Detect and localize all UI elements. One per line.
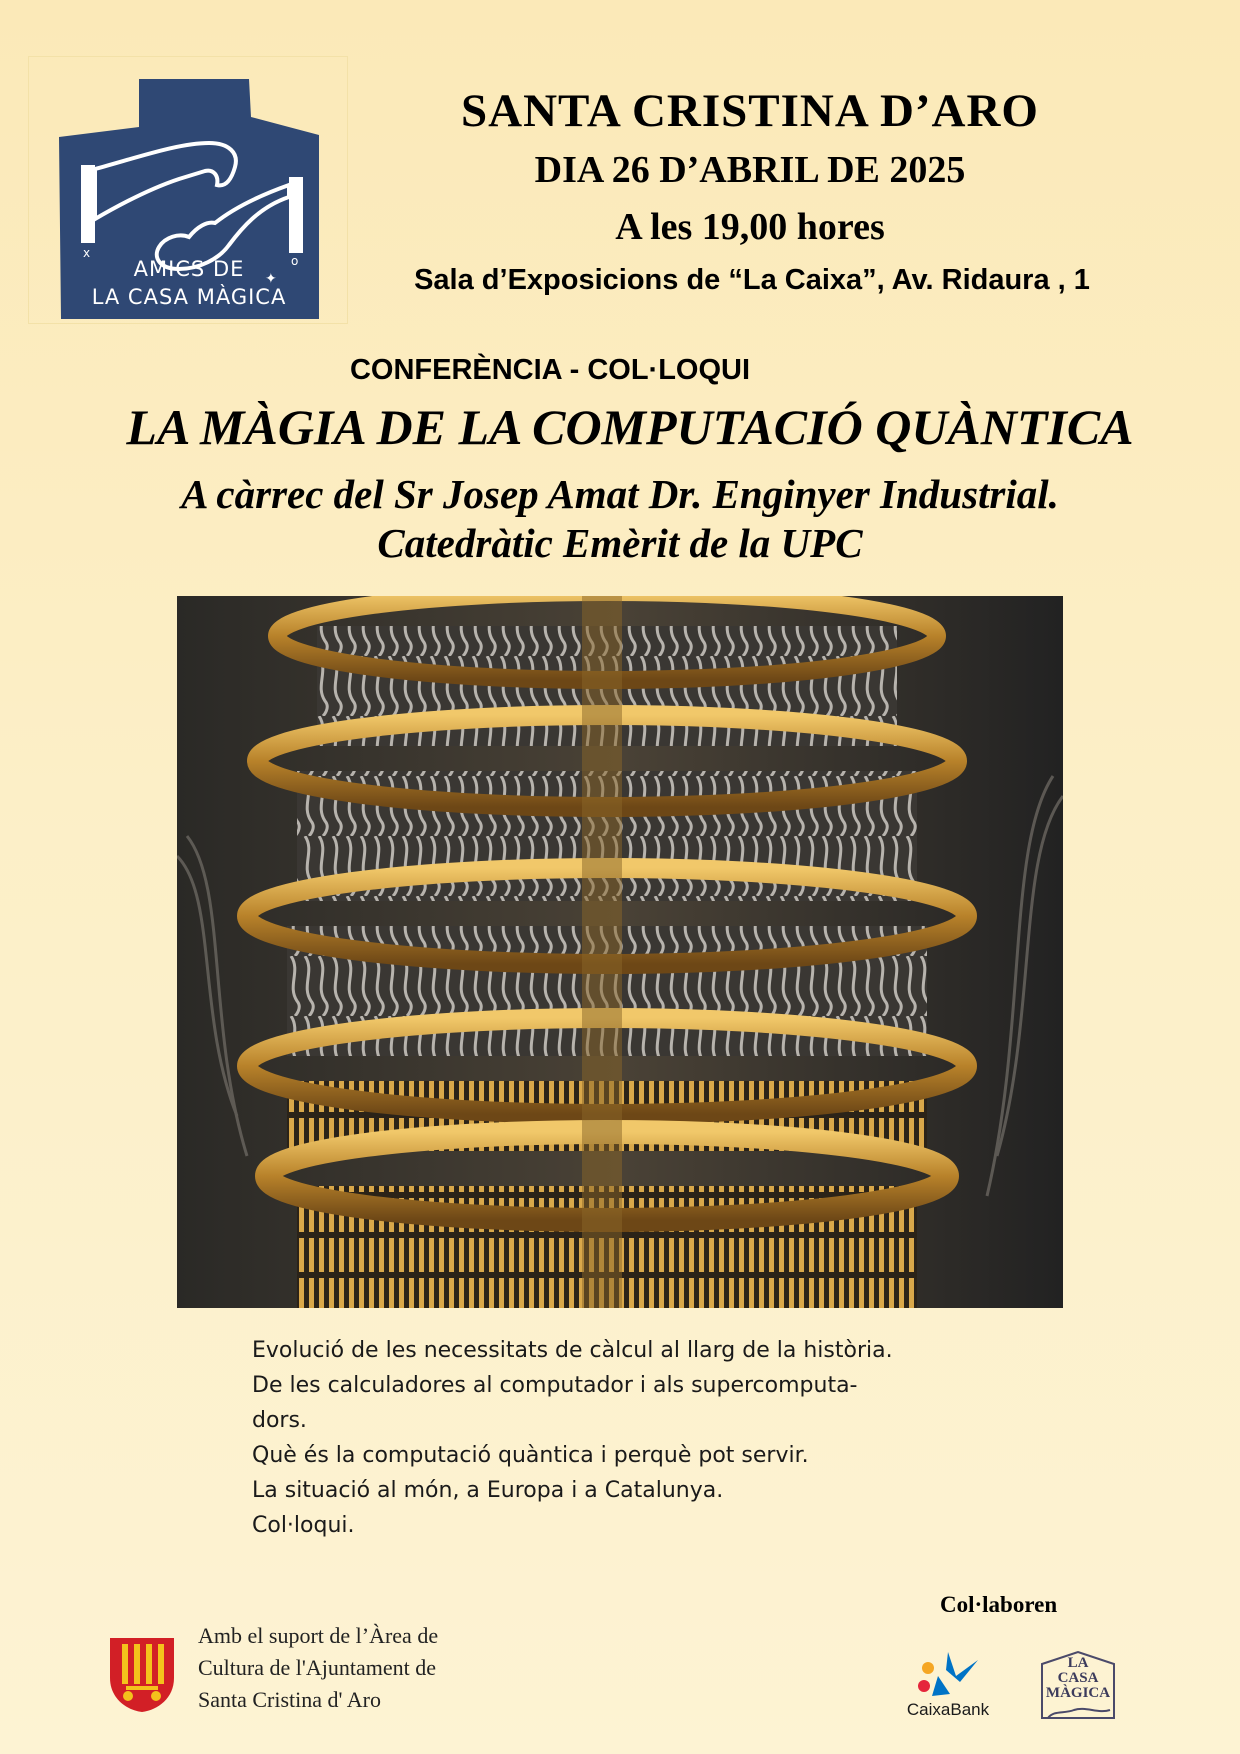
event-time: A les 19,00 hores: [615, 206, 885, 248]
topic-item: Col·loqui.: [252, 1513, 355, 1538]
topic-item: dors.: [252, 1408, 307, 1433]
casa-line: MÀGICA: [1045, 1685, 1111, 1701]
topic-item: La situació al món, a Europa i a Catalunya.: [252, 1478, 724, 1503]
support-line: Cultura de l'Ajuntament de: [198, 1655, 436, 1680]
topic-item: Què és la computació quàntica i perquè pot servir.: [252, 1443, 809, 1468]
topic-item: Evolució de les necessitats de càlcul al llarg de la història.: [252, 1338, 893, 1363]
support-line: Amb el suport de l’Àrea de: [198, 1623, 439, 1648]
logo-line-2: LA CASA MÀGICA: [91, 285, 287, 309]
svg-text:✦: ✦: [265, 271, 277, 287]
quantum-computer-photo: [177, 596, 1063, 1308]
event-type: CONFERÈNCIA - COL·LOQUI: [349, 354, 751, 386]
logo-line-1: AMICS DE: [133, 257, 245, 281]
svg-text:x: x: [83, 246, 91, 260]
caixabank-logo: [898, 1646, 998, 1726]
event-title: LA MÀGIA DE LA COMPUTACIÓ QUÀNTICA: [126, 399, 1134, 455]
speaker-line-1: A càrrec del Sr Josep Amat Dr. Enginyer Industrial.: [181, 471, 1059, 517]
amics-casa-magica-logo: [28, 56, 348, 324]
topic-item: De les calculadores al computador i als supercomputa-: [252, 1373, 858, 1398]
event-date: DIA 26 D’ABRIL DE 2025: [534, 149, 966, 191]
casa-line: CASA: [1057, 1670, 1099, 1686]
caixabank-label: CaixaBank: [906, 1700, 990, 1719]
speaker-line-2: Catedràtic Emèrit de la UPC: [377, 520, 863, 566]
collaborators-heading: Col·laboren: [940, 1592, 1058, 1617]
location-title: SANTA CRISTINA D’ARO: [460, 85, 1039, 137]
la-casa-magica-logo: [1034, 1648, 1122, 1728]
event-venue: Sala d’Exposicions de “La Caixa”, Av. Ridaura , 1: [414, 264, 1090, 296]
caixabank-star-icon: [898, 1646, 998, 1702]
support-line: Santa Cristina d' Aro: [198, 1687, 382, 1712]
support-text: [198, 1620, 518, 1716]
casa-line: LA: [1067, 1655, 1089, 1671]
svg-text:o: o: [291, 254, 299, 268]
topics-list: [252, 1333, 972, 1543]
municipal-shield-icon: [108, 1634, 176, 1714]
